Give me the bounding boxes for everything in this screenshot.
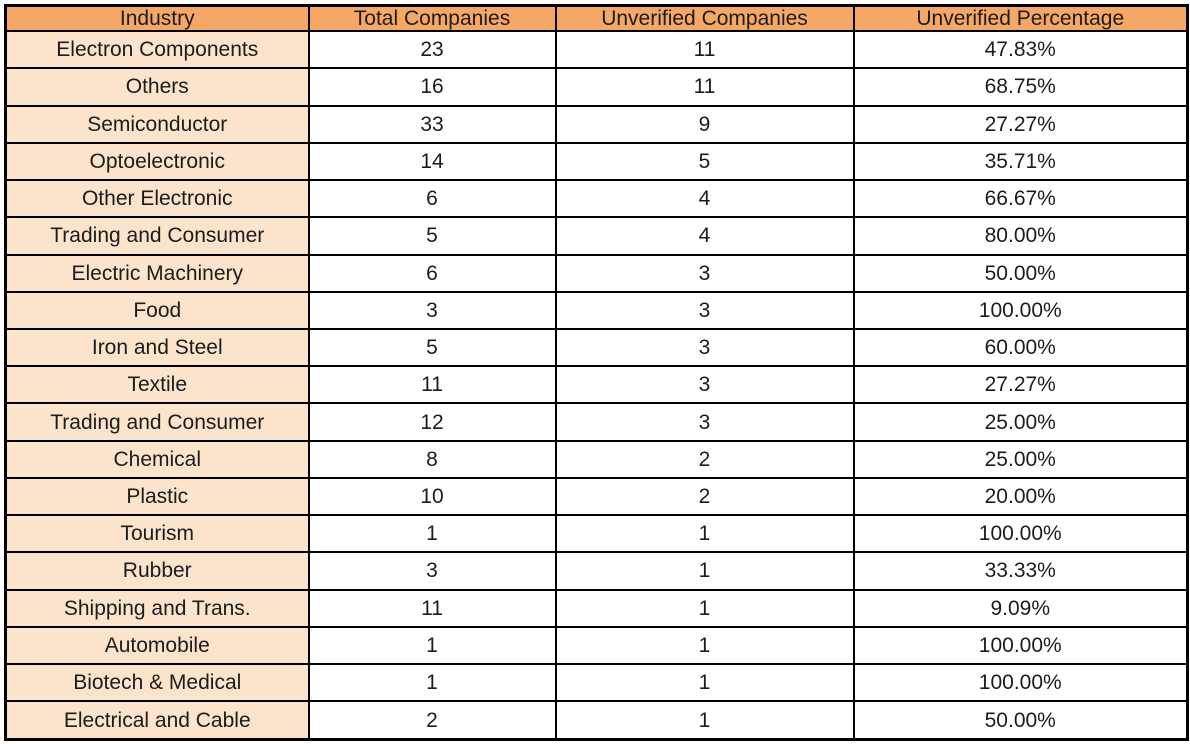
- unverified-percentage-cell: 35.71%: [854, 143, 1188, 180]
- column-header-unverified-companies: Unverified Companies: [556, 6, 854, 32]
- total-companies-cell: 6: [309, 255, 556, 292]
- unverified-percentage-cell: 100.00%: [854, 292, 1188, 329]
- unverified-percentage-cell: 60.00%: [854, 329, 1188, 366]
- unverified-companies-cell: 5: [556, 143, 854, 180]
- industry-cell: Automobile: [6, 627, 309, 664]
- industry-cell: Other Electronic: [6, 180, 309, 217]
- unverified-percentage-cell: 50.00%: [854, 701, 1188, 739]
- industry-cell: Biotech & Medical: [6, 664, 309, 701]
- total-companies-cell: 5: [309, 329, 556, 366]
- industry-unverified-table: [4, 4, 1189, 741]
- industry-cell: Trading and Consumer: [6, 217, 309, 254]
- total-companies-cell: 5: [309, 217, 556, 254]
- unverified-percentage-cell: 50.00%: [854, 255, 1188, 292]
- unverified-percentage-cell: 80.00%: [854, 217, 1188, 254]
- unverified-companies-cell: 9: [556, 106, 854, 143]
- table-row: [6, 627, 1188, 664]
- total-companies-cell: 1: [309, 664, 556, 701]
- industry-cell: Shipping and Trans.: [6, 590, 309, 627]
- table-row: [6, 180, 1188, 217]
- industry-cell: Rubber: [6, 552, 309, 589]
- unverified-companies-cell: 3: [556, 292, 854, 329]
- table-row: [6, 515, 1188, 552]
- total-companies-cell: 11: [309, 366, 556, 403]
- table-body: [6, 31, 1188, 739]
- unverified-percentage-cell: 9.09%: [854, 590, 1188, 627]
- unverified-percentage-cell: 100.00%: [854, 627, 1188, 664]
- total-companies-cell: 6: [309, 180, 556, 217]
- unverified-companies-cell: 3: [556, 403, 854, 440]
- industry-cell: Iron and Steel: [6, 329, 309, 366]
- unverified-companies-cell: 3: [556, 329, 854, 366]
- unverified-companies-cell: 1: [556, 701, 854, 739]
- industry-cell: Optoelectronic: [6, 143, 309, 180]
- industry-cell: Plastic: [6, 478, 309, 515]
- industry-cell: Others: [6, 68, 309, 105]
- table-row: [6, 664, 1188, 701]
- total-companies-cell: 11: [309, 590, 556, 627]
- unverified-companies-cell: 4: [556, 217, 854, 254]
- unverified-companies-cell: 1: [556, 515, 854, 552]
- industry-cell: Electron Components: [6, 31, 309, 68]
- unverified-percentage-cell: 66.67%: [854, 180, 1188, 217]
- table-row: [6, 366, 1188, 403]
- unverified-percentage-cell: 27.27%: [854, 366, 1188, 403]
- total-companies-cell: 33: [309, 106, 556, 143]
- unverified-percentage-cell: 100.00%: [854, 664, 1188, 701]
- table-row: [6, 143, 1188, 180]
- table-row: [6, 106, 1188, 143]
- unverified-companies-cell: 4: [556, 180, 854, 217]
- table-row: [6, 329, 1188, 366]
- industry-cell: Food: [6, 292, 309, 329]
- unverified-percentage-cell: 100.00%: [854, 515, 1188, 552]
- unverified-companies-cell: 1: [556, 627, 854, 664]
- industry-cell: Tourism: [6, 515, 309, 552]
- header-row: [6, 6, 1188, 32]
- total-companies-cell: 1: [309, 515, 556, 552]
- unverified-companies-cell: 1: [556, 552, 854, 589]
- industry-cell: Trading and Consumer: [6, 403, 309, 440]
- table-row: [6, 403, 1188, 440]
- table-row: [6, 31, 1188, 68]
- total-companies-cell: 8: [309, 441, 556, 478]
- table-row: [6, 590, 1188, 627]
- unverified-companies-cell: 11: [556, 31, 854, 68]
- unverified-companies-cell: 2: [556, 478, 854, 515]
- table-header: [6, 6, 1188, 32]
- total-companies-cell: 16: [309, 68, 556, 105]
- unverified-percentage-cell: 27.27%: [854, 106, 1188, 143]
- total-companies-cell: 2: [309, 701, 556, 739]
- unverified-companies-cell: 3: [556, 366, 854, 403]
- unverified-percentage-cell: 25.00%: [854, 441, 1188, 478]
- total-companies-cell: 14: [309, 143, 556, 180]
- unverified-percentage-cell: 47.83%: [854, 31, 1188, 68]
- industry-cell: Electric Machinery: [6, 255, 309, 292]
- total-companies-cell: 10: [309, 478, 556, 515]
- unverified-percentage-cell: 20.00%: [854, 478, 1188, 515]
- total-companies-cell: 1: [309, 627, 556, 664]
- table-row: [6, 68, 1188, 105]
- industry-cell: Chemical: [6, 441, 309, 478]
- unverified-percentage-cell: 25.00%: [854, 403, 1188, 440]
- industry-unverified-table-container: [4, 4, 1186, 741]
- unverified-companies-cell: 3: [556, 255, 854, 292]
- total-companies-cell: 3: [309, 292, 556, 329]
- unverified-companies-cell: 1: [556, 664, 854, 701]
- column-header-industry: Industry: [6, 6, 309, 32]
- total-companies-cell: 12: [309, 403, 556, 440]
- unverified-percentage-cell: 33.33%: [854, 552, 1188, 589]
- total-companies-cell: 3: [309, 552, 556, 589]
- column-header-unverified-percentage: Unverified Percentage: [854, 6, 1188, 32]
- industry-cell: Semiconductor: [6, 106, 309, 143]
- table-row: [6, 701, 1188, 739]
- table-row: [6, 292, 1188, 329]
- unverified-companies-cell: 1: [556, 590, 854, 627]
- unverified-companies-cell: 11: [556, 68, 854, 105]
- unverified-percentage-cell: 68.75%: [854, 68, 1188, 105]
- table-row: [6, 552, 1188, 589]
- column-header-total-companies: Total Companies: [309, 6, 556, 32]
- total-companies-cell: 23: [309, 31, 556, 68]
- table-row: [6, 255, 1188, 292]
- table-row: [6, 478, 1188, 515]
- table-row: [6, 441, 1188, 478]
- table-row: [6, 217, 1188, 254]
- industry-cell: Textile: [6, 366, 309, 403]
- unverified-companies-cell: 2: [556, 441, 854, 478]
- industry-cell: Electrical and Cable: [6, 701, 309, 739]
